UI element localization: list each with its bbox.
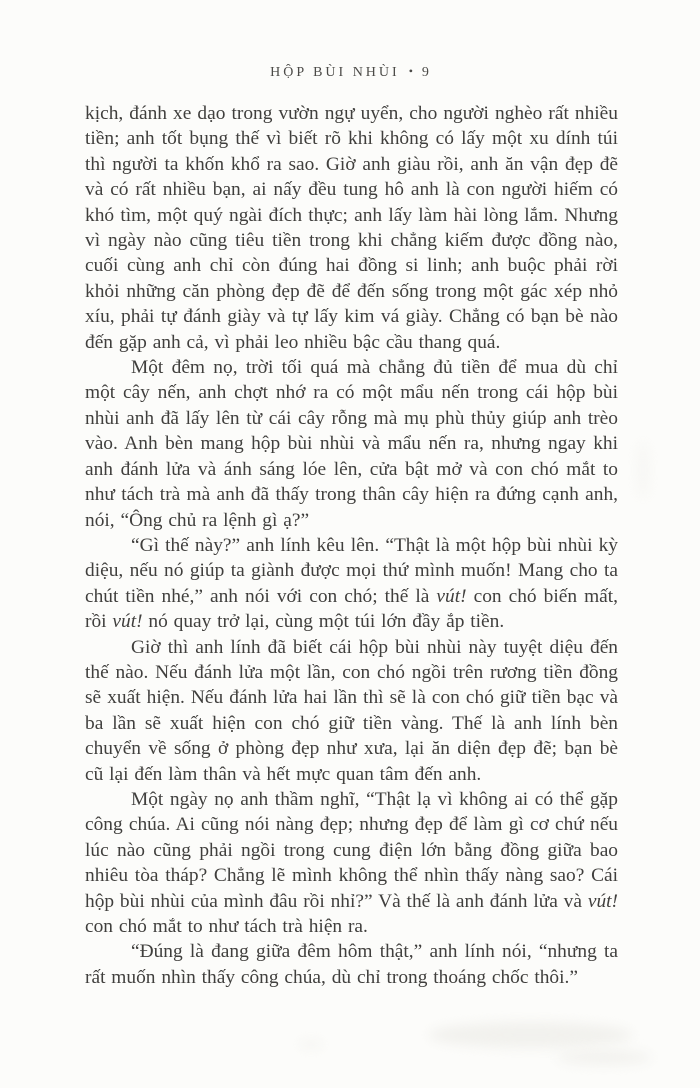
text-segment: con chó biến mất, rồi bbox=[85, 585, 618, 633]
text-segment: Một đêm nọ, trời tối quá mà chẳng đủ tiền để mua dù chỉ một cây nến, anh chợt nhớ ra có một mẩu nến trong cái hộp bùi nhùi anh đã lấy lên từ cái cây rỗng mà mụ phù thủy giúp anh trèo vào. Anh bèn mang hộp bùi nhùi và mẩu nến ra, nhưng ngay khi anh đánh lửa và ánh sáng lóe lên, cửa bật mở và con chó mắt to như tách trà mà anh đã thấy trong thân cây hiện ra đứng cạnh anh, nói, “Ông chủ ra lệnh gì ạ?” bbox=[85, 357, 618, 531]
text-segment: Giờ thì anh lính đã biết cái hộp bùi nhùi này tuyệt diệu đến thế nào. Nếu đánh lửa một lần, con chó ngồi trên rương tiền đồng sẽ xuất hiện. Nếu đánh lửa hai lần thì sẽ là con chó giữ tiền bạc và ba lần sẽ xuất hiện con chó giữ tiền vàng. Thế là anh lính bèn chuyển về sống ở phòng đẹp như xưa, lại ăn diện đẹp đẽ; bạn bè cũ lại đến làm thân và hết mực quan tâm đến anh. bbox=[85, 636, 618, 785]
text-segment: “Đúng là đang giữa đêm hôm thật,” anh lính nói, “nhưng ta rất muốn nhìn thấy công chúa, dù chỉ trong thoáng chốc thôi.” bbox=[85, 941, 618, 988]
paragraph bbox=[85, 355, 618, 533]
scan-artifact bbox=[556, 1050, 652, 1065]
italic-text-segment: vút! bbox=[587, 890, 618, 912]
paragraph bbox=[85, 101, 618, 355]
running-title: HỘP BÙI NHÙI bbox=[270, 65, 400, 80]
text-segment: Một ngày nọ anh thầm nghĩ, “Thật lạ vì không ai có thể gặp công chúa. Ai cũng nói nàng đẹp; nhưng đẹp để làm gì cơ chứ nếu lúc nào cũng phải ngồi trong cung điện lớn bằng đồng giữa bao nhiêu tòa tháp? Chẳng lẽ mình không thể nhìn thấy nàng sao? Cái hộp bùi nhùi của mình đâu rồi nhỉ?” Và thế là anh đánh lửa và bbox=[85, 788, 618, 912]
text-segment: con chó mắt to như tách trà hiện ra. bbox=[85, 916, 368, 937]
scan-artifact bbox=[298, 1040, 324, 1049]
paragraph bbox=[85, 939, 618, 990]
separator-dot: • bbox=[408, 64, 413, 78]
text-segment: kịch, đánh xe dạo trong vườn ngự uyển, cho người nghèo rất nhiều tiền; anh tốt bụng thế vì biết rõ khi không có lấy một xu dính túi thì người ta khốn khổ ra sao. Giờ anh giàu rồi, anh ăn vận đẹp đẽ và có rất nhiều bạn, ai nấy đều tung hô anh là con người hiếm có khó tìm, một quý ngài đích thực; anh lấy làm hài lòng lắm. Nhưng vì ngày nào cũng tiêu tiền trong khi chẳng kiếm được đồng nào, cuối cùng anh chỉ còn đúng hai đồng si linh; anh buộc phải rời khỏi những căn phòng đẹp đẽ để đến sống trong một gác xép nhỏ xíu, phải tự đánh giày và tự lấy kim vá giày. Chẳng có bạn bè nào đến gặp anh cả, vì phải leo nhiều bậc cầu thang quá. bbox=[85, 103, 618, 353]
page-number: 9 bbox=[421, 65, 430, 80]
text-segment: nó quay trở lại, cùng một túi lớn đầy ắp tiền. bbox=[142, 611, 505, 633]
scan-artifact bbox=[428, 1022, 633, 1048]
scan-artifact bbox=[636, 440, 650, 500]
paragraph bbox=[85, 787, 618, 939]
text-segment: “Gì thế này?” anh lính kêu lên. “Thật là một hộp bùi nhùi kỳ diệu, nếu nó giúp ta giành được mọi thứ mình muốn! Mang cho ta chút tiền nhé,” anh nói với con chó; thế là bbox=[85, 534, 618, 607]
paragraph bbox=[85, 635, 618, 787]
italic-text-segment: vút! bbox=[112, 611, 143, 633]
text-body bbox=[85, 101, 618, 990]
page-header bbox=[0, 64, 700, 81]
italic-text-segment: vút! bbox=[436, 585, 467, 607]
paragraph bbox=[85, 533, 618, 635]
